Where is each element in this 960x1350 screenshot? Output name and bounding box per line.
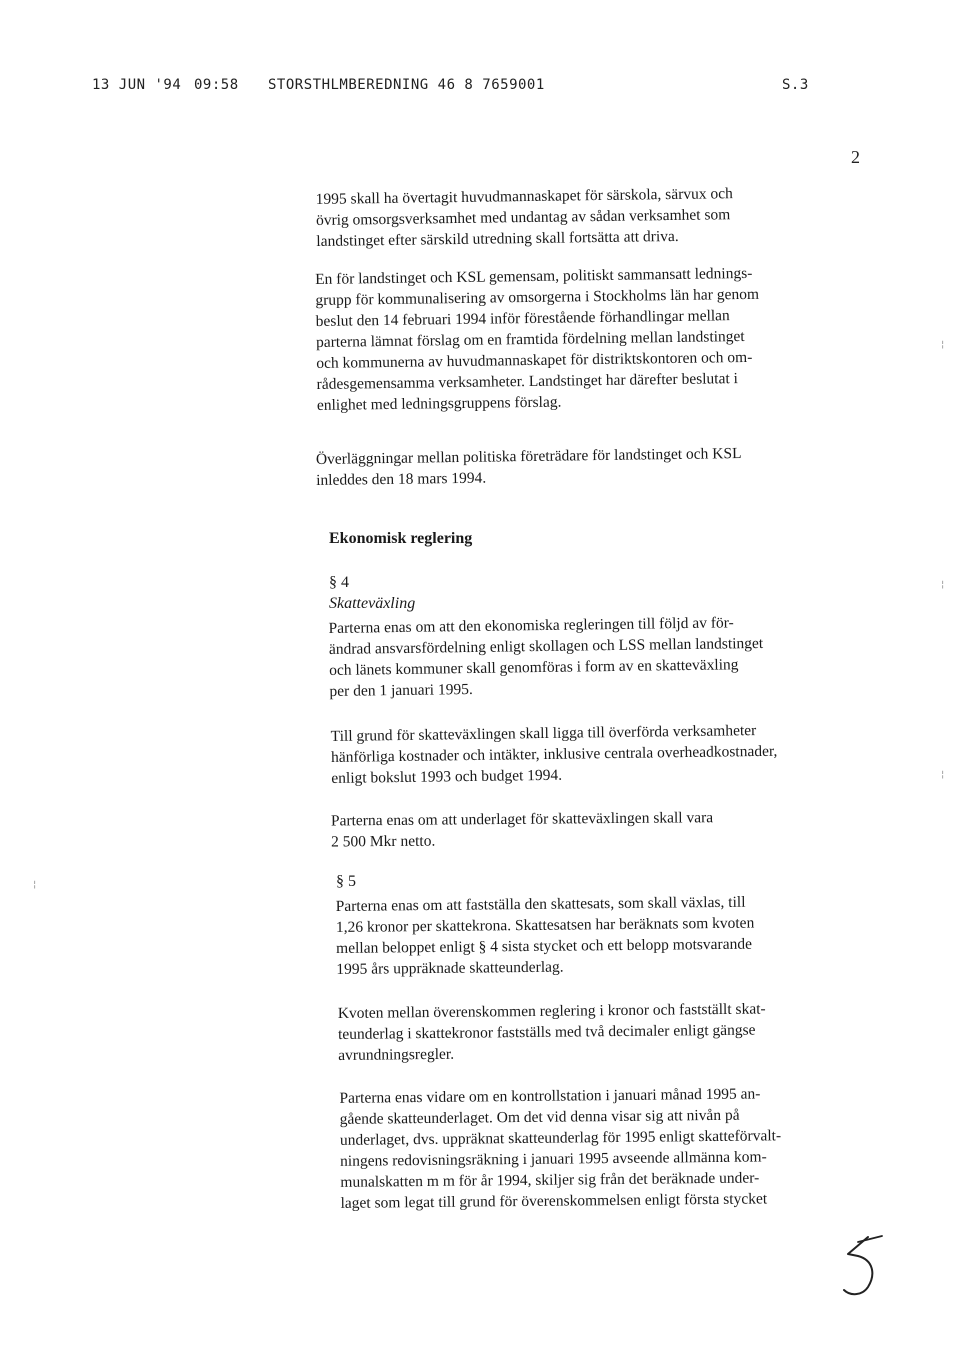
text-line: beslut den 14 februari 1994 inför förestående förhandlingar mellan [315, 307, 730, 330]
text-line: Parterna enas om att underlaget för skatteväxlingen skall vara [330, 809, 714, 830]
text-line: övrig omsorgsverksamhet med undantag av sådan verksamhet som [315, 206, 731, 229]
text-line: Till grund för skatteväxlingen skall ligga till överförda verksamheter [330, 722, 757, 745]
text-line: enligt bokslut 1993 och budget 1994. [331, 766, 563, 787]
text-line: 1995 skall ha övertagit huvudmannaskapet för särskola, särvux och [315, 185, 733, 208]
fax-time: 09:58 [194, 77, 239, 93]
text-line: enlighet med ledningsgruppens förslag. [316, 393, 562, 414]
text-line: teunderlag i skattekronor fastställs med två decimaler enligt gängse [337, 1021, 756, 1043]
text-line: underlaget, dvs. uppräknat skatteunderlag för 1995 enligt skatteförvalt- [339, 1127, 782, 1149]
paragraph-1 [316, 181, 887, 252]
text-line: per den 1 januari 1995. [329, 680, 473, 700]
text-line: Parterna enas om att fastställa den skattesats, som skall växlas, till [335, 893, 746, 915]
paragraph-4 [328, 610, 899, 702]
section-4-number: § 4 [329, 574, 349, 591]
text-line: inleddes den 18 mars 1994. [316, 469, 487, 489]
text-line: avrundningsregler. [338, 1045, 455, 1064]
fax-header [92, 77, 812, 99]
text-line: Parterna enas vidare om en kontrollstation i januari månad 1995 an- [339, 1085, 761, 1107]
paragraph-6 [331, 806, 901, 853]
scan-margin-mark: ¦ [940, 770, 946, 780]
paragraph-2 [315, 261, 887, 416]
text-line: landstinget efter särskild utredning skall fortsätta att driva. [316, 227, 679, 250]
text-line: mellan beloppet enligt § 4 sista stycket och ett belopp motsvarande [336, 935, 753, 957]
text-line: ningens redovisningsräkning i januari 1995 avseende allmänna kom- [340, 1148, 767, 1170]
paragraph-8 [338, 997, 909, 1066]
text-line: parterna lämnat förslag om en framtida fördelning mellan landstinget [315, 327, 745, 351]
text-line: munalskatten m m för år 1994, skiljer sig från det beräknade under- [340, 1169, 760, 1191]
text-line: ändrad ansvarsfördelning enligt skollagen och LSS mellan landstinget [328, 634, 764, 658]
text-line: och länets kommuner skall genomföras i form av en skatteväxling [329, 656, 739, 679]
scan-margin-mark: ¦ [32, 880, 38, 890]
text-line: hänförliga kostnader och intäkter, inklusive centrala overheadkostnader, [330, 742, 778, 766]
text-line: 2 500 Mkr netto. [331, 832, 436, 851]
fax-date: 13 JUN '94 [92, 77, 182, 93]
section-4-title: Skatteväxling [329, 595, 416, 612]
text-line: och kommunerna av huvudmannaskapet för distriktskontoren och om- [316, 348, 753, 372]
text-line: Parterna enas om att den ekonomiska regleringen till följd av för- [328, 614, 734, 637]
text-line: 1,26 kronor per skattekrona. Skattesatsen har beräknats som kvoten [335, 914, 755, 936]
section-heading: Ekonomisk reglering [329, 530, 473, 547]
handwritten-page-mark [838, 1232, 898, 1302]
fax-sender: STORSTHLMBEREDNING 46 8 7659001 [268, 77, 545, 93]
text-line: rådesgemensamma verksamheter. Landstinget har därefter beslutat i [316, 370, 739, 393]
text-line: 1995 års uppräknade skatteunderlag. [336, 958, 564, 978]
paragraph-3 [316, 441, 887, 491]
paragraph-5 [331, 718, 902, 789]
text-line: En för landstinget och KSL gemensam, politiskt sammansatt lednings- [315, 264, 753, 288]
paragraph-7 [336, 890, 907, 980]
paragraph-9 [339, 1082, 890, 1214]
page-number: 2 [851, 147, 860, 167]
text-line: gående skatteunderlaget. Om det vid denna visar sig att nivån på [339, 1106, 740, 1128]
text-line: grupp för kommunalisering av omsorgerna i Stockholms län har genom [315, 285, 760, 309]
text-line: Överläggningar mellan politiska företrädare för landstinget och KSL [315, 445, 742, 468]
scan-margin-mark: ¦ [940, 340, 946, 350]
text-line: Kvoten mellan överenskommen reglering i kronor och fastställt skat- [337, 1000, 766, 1022]
text-line: laget som legat till grund för överenskommelsen enligt första stycket [340, 1190, 768, 1212]
fax-page: S.3 [782, 77, 809, 93]
section-5-number: § 5 [336, 873, 356, 890]
scan-margin-mark: ¦ [940, 580, 946, 590]
